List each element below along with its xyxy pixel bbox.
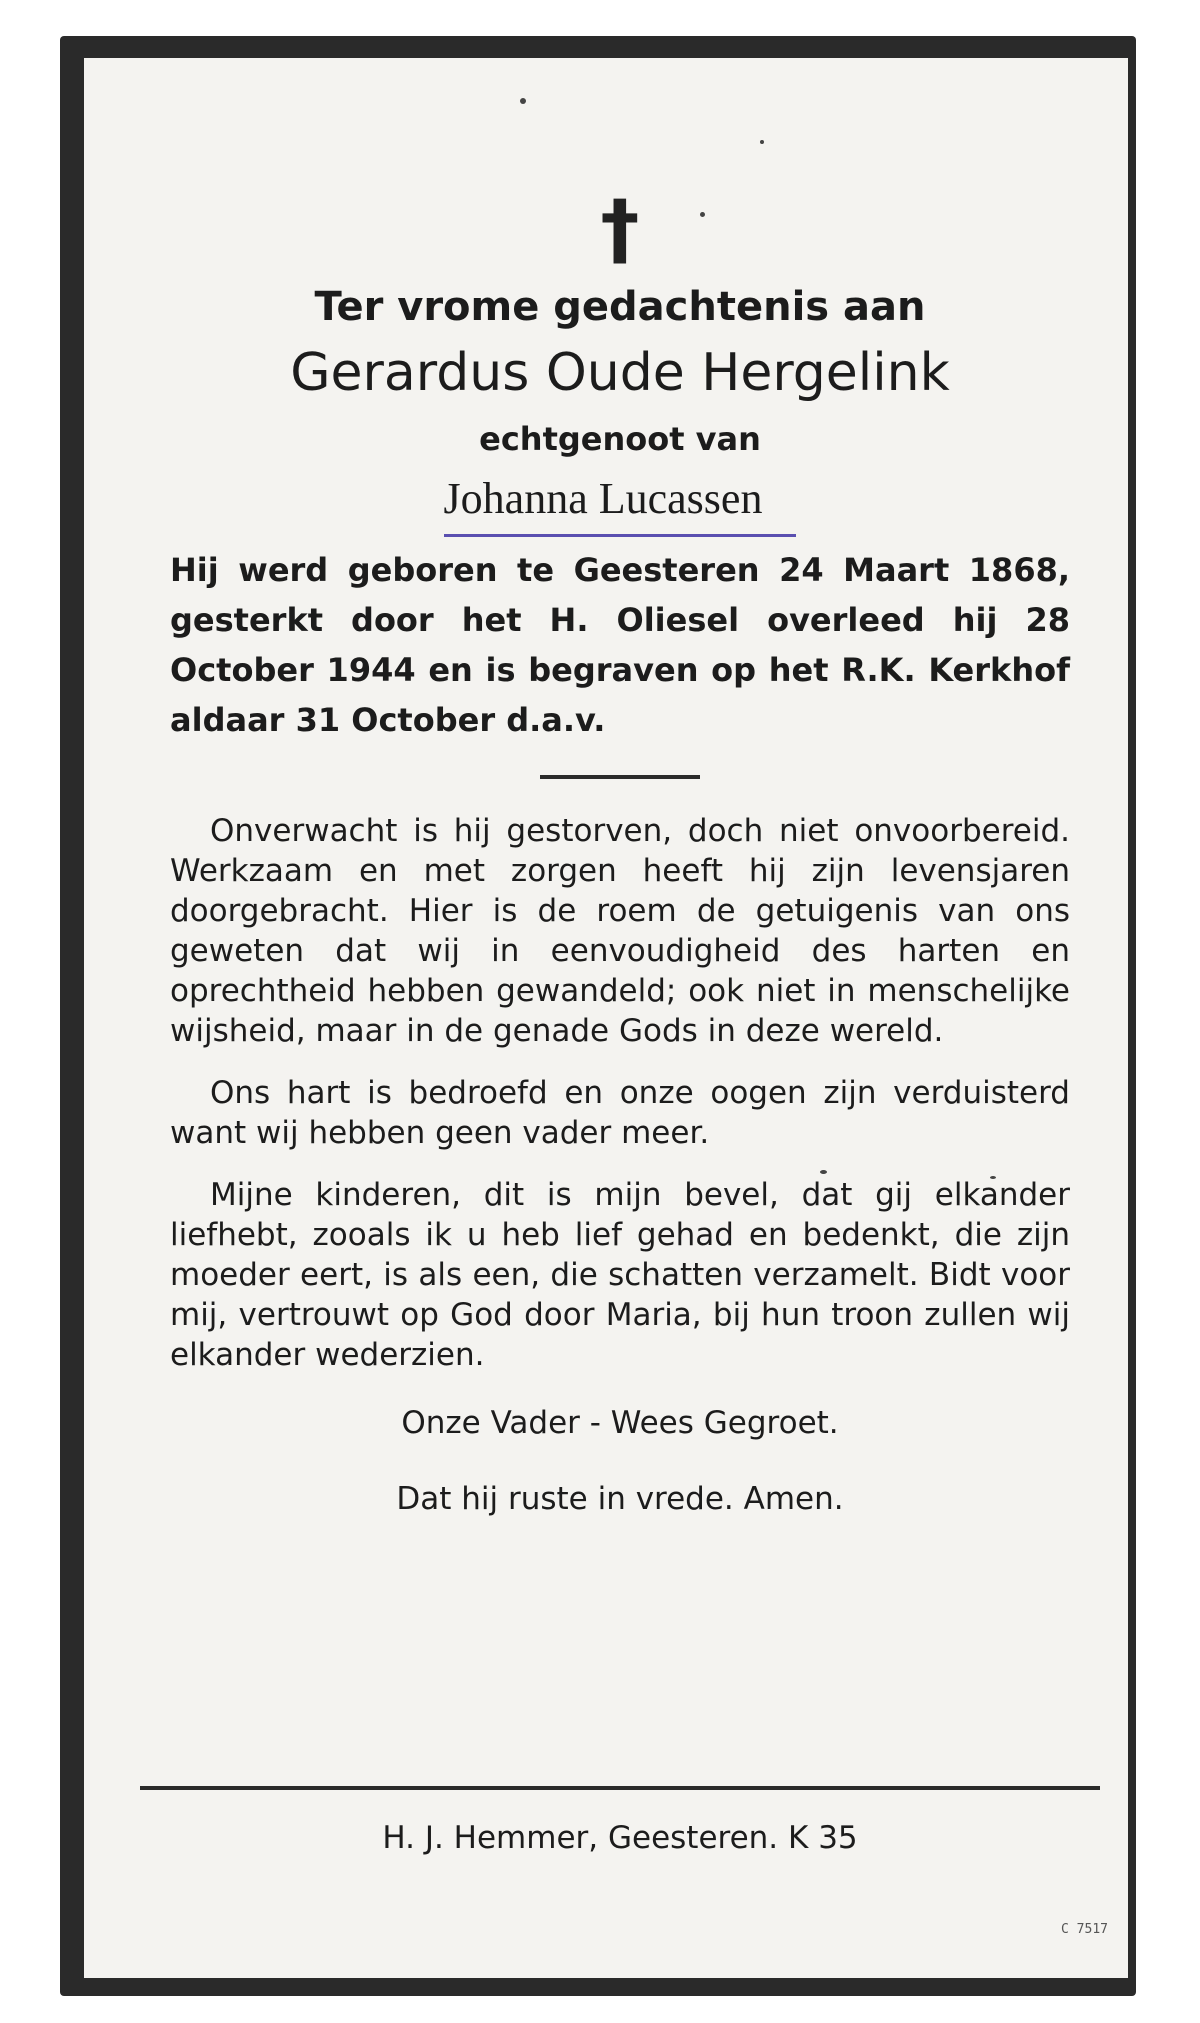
paragraph-1: Onverwacht is hij gestorven, doch niet onvoorbereid. Werkzaam en met zorgen heeft hij zijn levensjaren doorgebracht. Hier is de roem de getuigenis van ons geweten dat wij in eenvoudigheid des harten en oprechtheid hebben gewandeld; ook niet in menschelijke wijsheid, maar in de genade Gods in deze wereld. xyxy=(170,813,1070,1049)
printer-line: H. J. Hemmer, Geesteren. K 35 xyxy=(382,1820,858,1856)
deceased-name: Gerardus Oude Hergelink xyxy=(290,343,950,403)
scan-speck xyxy=(520,98,526,104)
card-content xyxy=(170,185,1070,1519)
card-code: C 7517 xyxy=(1061,1922,1108,1937)
paragraph-2: Ons hart is bedroefd en onze oogen zijn verduisterd want wij hebben geen vader meer. xyxy=(170,1075,1070,1151)
bottom-rule xyxy=(140,1786,1100,1790)
paragraph-3: Mijne kinderen, dit is mijn bevel, dat gij elkander liefhebt, zooals ik u heb lief gehad en bedenkt, die zijn moeder eert, is als een, die schatten verzamelt. Bidt voor mij, vertrouwt op God door Maria, bij hun troon zullen wij elkander wederzien. xyxy=(170,1177,1070,1373)
spouse-name: Johanna Lucassen xyxy=(444,466,797,537)
spouse-line xyxy=(170,466,1070,537)
biography: Hij werd geboren te Geesteren 24 Maart 1868, gesterkt door het H. Oliesel overleed hij 28 October 1944 en is begraven op het R.K. Kerkhof aldaar 31 October d.a.v. xyxy=(170,551,1070,739)
memorial-intro: Ter vrome gedachtenis aan xyxy=(314,284,926,330)
scan-speck xyxy=(760,140,764,144)
spouse-intro: echtgenoot van xyxy=(479,420,761,458)
divider xyxy=(540,775,700,779)
prayer-line: Onze Vader - Wees Gegroet. xyxy=(401,1405,839,1441)
cross-icon: † xyxy=(600,185,640,275)
closing-line: Dat hij ruste in vrede. Amen. xyxy=(396,1481,844,1517)
